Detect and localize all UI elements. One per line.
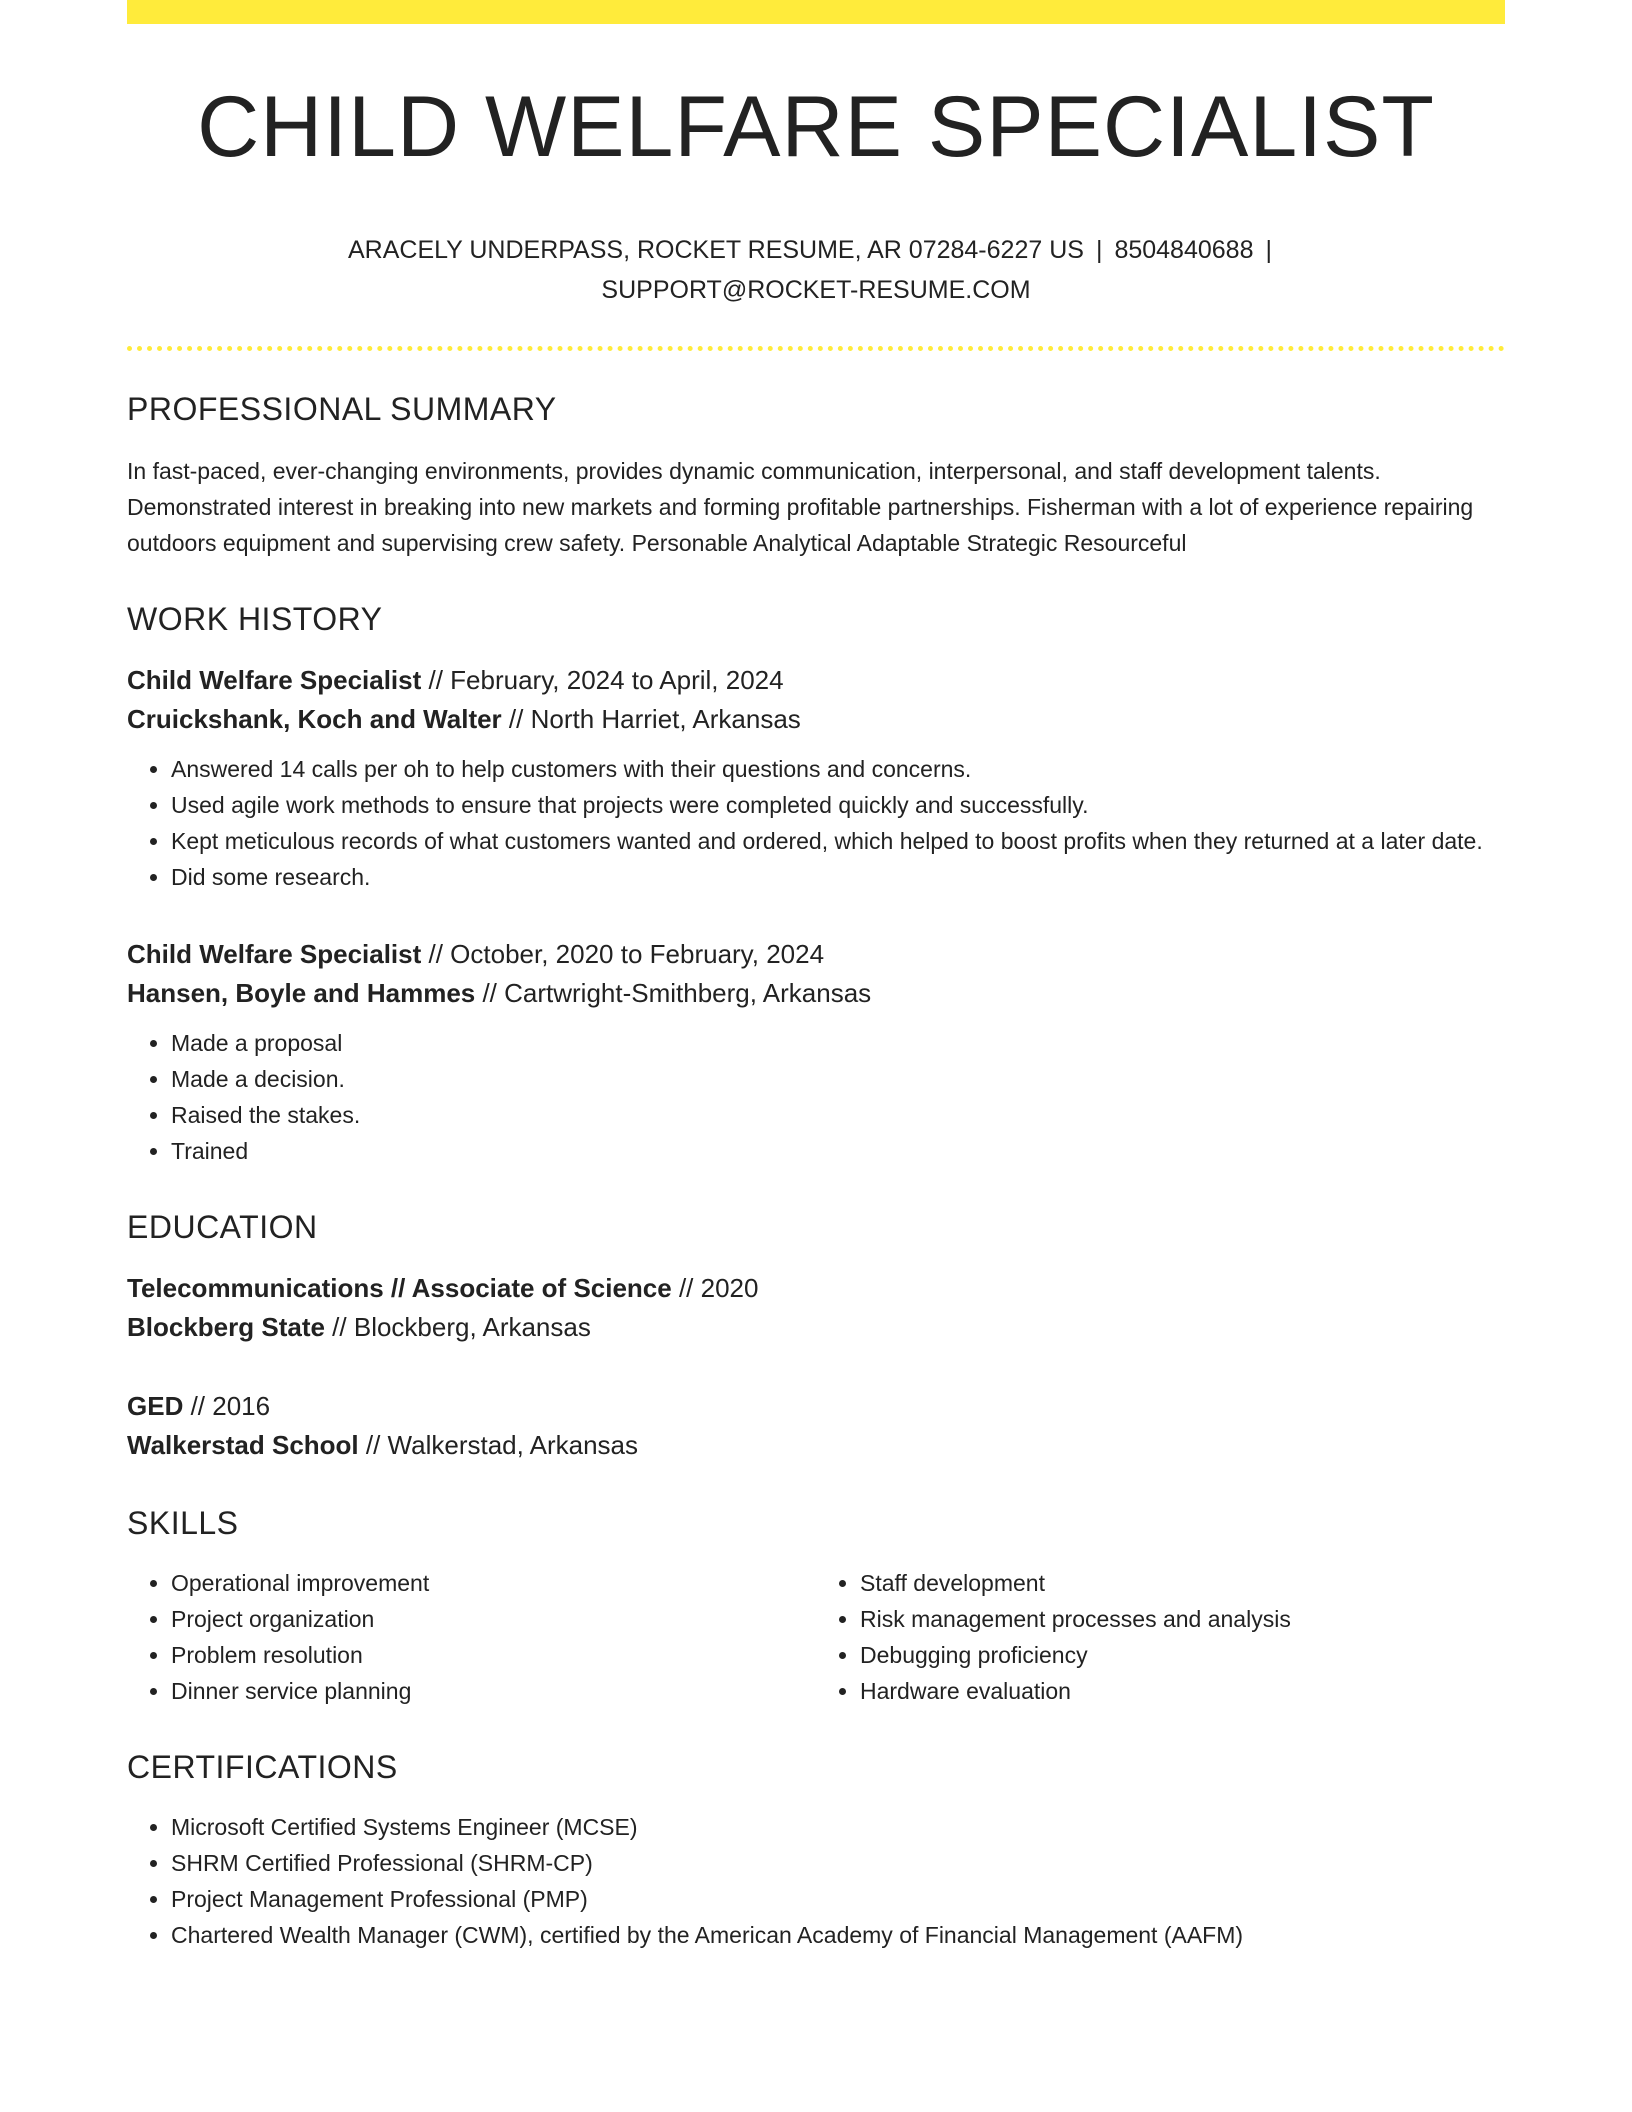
skills-right-list <box>816 1565 1505 1709</box>
contact-email: SUPPORT@ROCKET-RESUME.COM <box>601 276 1031 304</box>
list-item: • Risk management processes and analysis <box>860 1601 1505 1637</box>
list-item: • Answered 14 calls per oh to help customers with their questions and concerns. <box>171 751 1505 787</box>
job-bullets <box>127 1025 1505 1169</box>
contact-separator: | <box>1265 236 1272 264</box>
job-location: // Cartwright-Smithberg, Arkansas <box>475 978 872 1008</box>
job-title-line <box>127 661 1505 700</box>
job-company: Hansen, Boyle and Hammes <box>127 978 476 1008</box>
contact-separator: | <box>1095 236 1103 264</box>
dotted-divider <box>127 346 1505 351</box>
job-company: Cruickshank, Koch and Walter <box>127 704 502 734</box>
contact-phone: 8504840688 <box>1114 236 1254 264</box>
list-item: • SHRM Certified Professional (SHRM-CP) <box>171 1845 1505 1881</box>
summary-heading: PROFESSIONAL SUMMARY <box>127 391 557 427</box>
list-item: • Debugging proficiency <box>860 1637 1505 1673</box>
education-degree-line <box>127 1269 1505 1308</box>
education-school-line <box>127 1308 1505 1347</box>
job-company-line <box>127 700 1505 739</box>
job-dates: // February, 2024 to April, 2024 <box>421 665 784 695</box>
education-school-line <box>127 1426 1505 1465</box>
work-history-heading: WORK HISTORY <box>127 601 383 637</box>
list-item: • Problem resolution <box>171 1637 816 1673</box>
education-year: // 2016 <box>183 1391 271 1421</box>
education-school: Blockberg State <box>127 1312 325 1342</box>
job-entry <box>127 661 1505 895</box>
job-title-line <box>127 935 1505 974</box>
top-accent-bar <box>127 0 1505 24</box>
certifications-block <box>127 1809 1505 1953</box>
job-title: Child Welfare Specialist <box>127 939 422 969</box>
education-entry <box>127 1387 1505 1465</box>
list-item: • Chartered Wealth Manager (CWM), certified by the American Academy of Financial Management (AAFM) <box>171 1917 1505 1953</box>
list-item: • Kept meticulous records of what customers wanted and ordered, which helped to boost profits when they returned at a later date. <box>171 823 1505 859</box>
contact-address: ARACELY UNDERPASS, ROCKET RESUME, AR 07284-6227 US <box>348 236 1084 264</box>
list-item: • Made a decision. <box>171 1061 1505 1097</box>
list-item: • Hardware evaluation <box>860 1673 1505 1709</box>
list-item: • Staff development <box>860 1565 1505 1601</box>
list-item: • Raised the stakes. <box>171 1097 1505 1133</box>
contact-info <box>127 230 1505 310</box>
resume-page <box>127 0 1505 1953</box>
certifications-heading: CERTIFICATIONS <box>127 1749 398 1785</box>
skills-heading: SKILLS <box>127 1505 239 1541</box>
contact-line-1 <box>127 230 1505 270</box>
skills-left-list <box>127 1565 816 1709</box>
education-degree-line <box>127 1387 1505 1426</box>
skills-columns <box>127 1565 1505 1709</box>
job-dates: // October, 2020 to February, 2024 <box>421 939 825 969</box>
job-entry <box>127 935 1505 1169</box>
job-title: Child Welfare Specialist <box>127 665 422 695</box>
list-item: • Did some research. <box>171 859 1505 895</box>
education-heading: EDUCATION <box>127 1209 318 1245</box>
job-location: // North Harriet, Arkansas <box>501 704 801 734</box>
resume-title: CHILD WELFARE SPECIALIST <box>197 79 1435 175</box>
job-bullets <box>127 751 1505 895</box>
summary-text: In fast-paced, ever-changing environments, provides dynamic communication, interpersonal, and staff development talents. Demonstrated interest in breaking into new markets and forming profitable partnerships. Fisherman with a lot of experience repairing outdoors equipment and supervising crew safety. Personable Analytical Adaptable Strategic Resourceful <box>127 458 1474 556</box>
education-school: Walkerstad School <box>127 1430 359 1460</box>
list-item: • Project Management Professional (PMP) <box>171 1881 1505 1917</box>
education-location: // Blockberg, Arkansas <box>324 1312 591 1342</box>
list-item: • Used agile work methods to ensure that projects were completed quickly and successfully. <box>171 787 1505 823</box>
list-item: • Dinner service planning <box>171 1673 816 1709</box>
job-company-line <box>127 974 1505 1013</box>
education-year: // 2020 <box>671 1273 759 1303</box>
certifications-list <box>127 1809 1505 1953</box>
list-item: • Project organization <box>171 1601 816 1637</box>
list-item: • Microsoft Certified Systems Engineer (MCSE) <box>171 1809 1505 1845</box>
list-item: • Operational improvement <box>171 1565 816 1601</box>
education-location: // Walkerstad, Arkansas <box>358 1430 639 1460</box>
education-degree: Telecommunications // Associate of Science <box>127 1273 672 1303</box>
education-degree: GED <box>127 1391 184 1421</box>
list-item: • Trained <box>171 1133 1505 1169</box>
list-item: • Made a proposal <box>171 1025 1505 1061</box>
contact-line-2 <box>127 270 1505 310</box>
education-entry <box>127 1269 1505 1347</box>
